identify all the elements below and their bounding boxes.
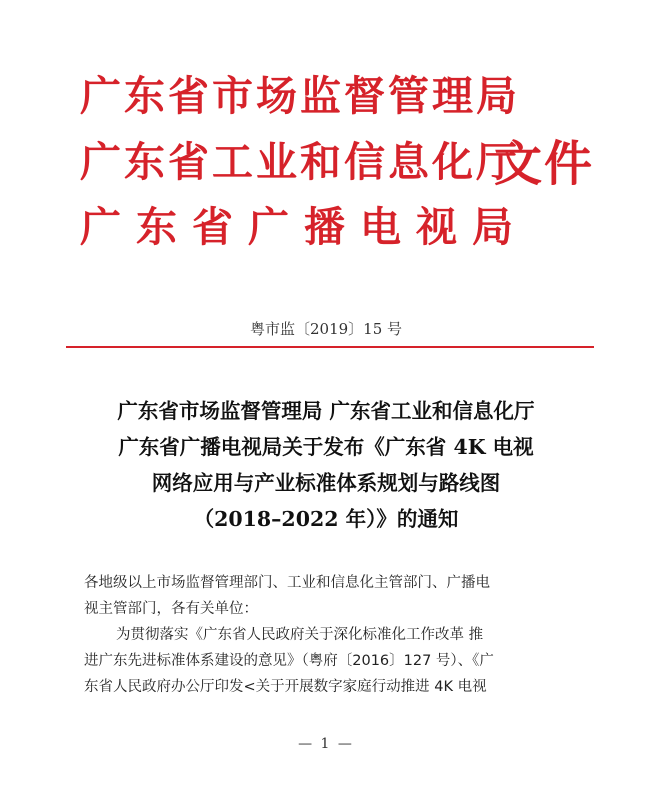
- document-title: [40, 393, 612, 537]
- paragraph-line-3: 东省人民政府办公厅印发<关于开展数字家庭行动推进 4K 电视: [84, 679, 487, 695]
- document-header: [80, 72, 600, 266]
- salutation-line-2: 视主管部门，各有关单位：: [84, 601, 258, 617]
- issuing-agency-2: 广东省工业和信息化厅: [80, 138, 520, 186]
- document-body: [84, 570, 584, 700]
- issuing-agency-1: 广东省市场监督管理局: [80, 72, 520, 120]
- issuing-agency-3: 广东省广播电视局: [80, 203, 528, 251]
- title-line-3: 网络应用与产业标准体系规划与路线图: [151, 471, 501, 495]
- salutation-line-1: 各地级以上市场监督管理部门、工业和信息化主管部门、广播电: [84, 575, 490, 591]
- title-line-1: 广东省市场监督管理局 广东省工业和信息化厅: [117, 399, 535, 423]
- page-number: — 1 —: [298, 736, 354, 752]
- red-divider: [66, 346, 594, 348]
- paragraph-line-2: 进广东先进标准体系建设的意见》（粤府〔2016〕127 号）、《广: [84, 653, 494, 669]
- file-word: 文件: [494, 136, 595, 192]
- document-number: 粤市监〔2019〕15 号: [249, 320, 403, 338]
- paragraph-line-1: 为贯彻落实《广东省人民政府关于深化标准化工作改革 推: [116, 627, 484, 643]
- title-line-2: 广东省广播电视局关于发布《广东省 4K 电视: [118, 435, 534, 459]
- title-line-4: （2018–2022 年）》的通知: [193, 507, 459, 531]
